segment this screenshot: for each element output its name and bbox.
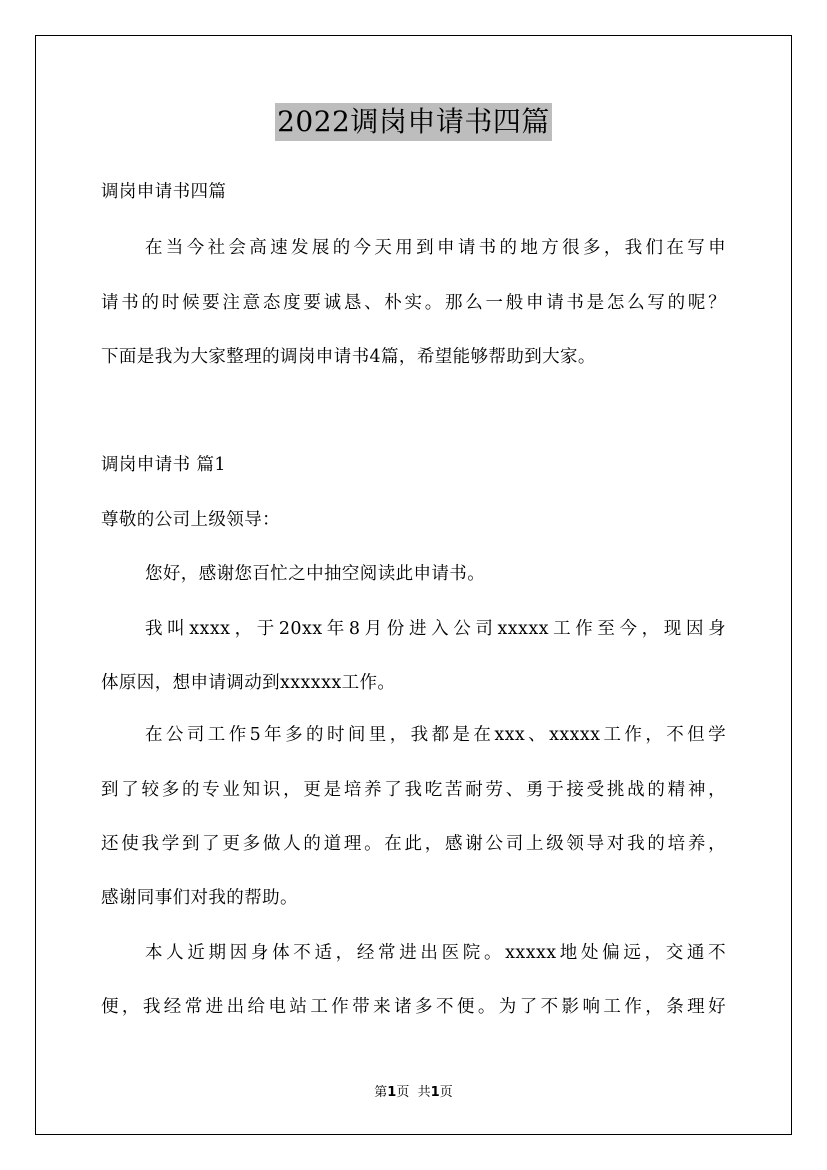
paragraph-line: 我叫xxxx，于20xx年8月份进入公司xxxxx工作至今，现因身 — [145, 619, 726, 639]
greeting-line: 您好，感谢您百忙之中抽空阅读此申请书。 — [145, 564, 486, 584]
intro-line: 请书的时候要注意态度要诚恳、朴实。那么一般申请书是怎么写的呢？ — [101, 293, 726, 313]
paragraph-line: 还使我学到了更多做人的道理。在此，感谢公司上级领导对我的培养， — [101, 834, 726, 854]
page-number: 1 — [387, 1085, 397, 1100]
page-suffix: 页 — [396, 1085, 410, 1100]
total-pages: 1 — [430, 1085, 440, 1100]
paragraph-line: 到了较多的专业知识，更是培养了我吃苦耐劳、勇于接受挑战的精神， — [101, 780, 726, 800]
page-prefix: 第 — [374, 1085, 388, 1100]
paragraph-line: 便，我经常进出给电站工作带来诸多不便。为了不影响工作，条理好 — [101, 997, 726, 1017]
document-title: 2022调岗申请书四篇 — [275, 103, 552, 141]
intro-line: 在当今社会高速发展的今天用到申请书的地方很多，我们在写申 — [145, 238, 726, 258]
total-suffix: 页 — [439, 1085, 453, 1100]
intro-line: 下面是我为大家整理的调岗申请书4篇，希望能够帮助到大家。 — [101, 347, 596, 367]
title-container — [0, 103, 827, 141]
document-subtitle: 调岗申请书四篇 — [101, 182, 227, 202]
paragraph-line: 感谢同事们对我的帮助。 — [101, 888, 298, 908]
paragraph-line: 体原因，想申请调动到xxxxxx工作。 — [101, 673, 396, 693]
page-footer — [0, 1084, 827, 1102]
section-heading: 调岗申请书 篇1 — [101, 455, 226, 475]
salutation: 尊敬的公司上级领导： — [101, 510, 280, 530]
total-prefix: 共 — [417, 1085, 431, 1100]
paragraph-line: 在公司工作5年多的时间里，我都是在xxx、xxxxx工作，不但学 — [145, 725, 726, 745]
paragraph-line: 本人近期因身体不适，经常进出医院。xxxxx地处偏远，交通不 — [145, 943, 726, 963]
